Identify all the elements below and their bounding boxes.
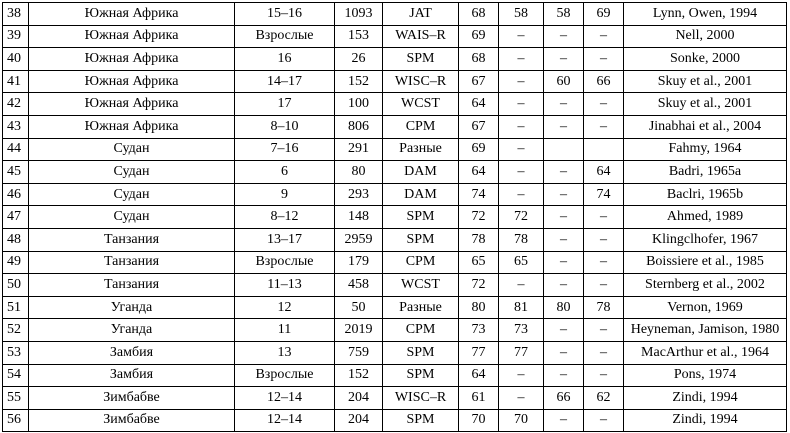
score-2-cell: – (499, 274, 544, 297)
test-name-cell: CPM (383, 319, 459, 342)
score-2-cell: – (499, 138, 544, 161)
source-cell: Klingclhofer, 1967 (624, 228, 787, 251)
country-cell: Уганда (29, 296, 235, 319)
score-1-cell: 67 (459, 115, 499, 138)
score-4-cell: – (584, 364, 624, 387)
table-row (3, 25, 787, 48)
age-cell: 16 (235, 48, 335, 71)
country-cell: Судан (29, 183, 235, 206)
country-cell: Южная Африка (29, 25, 235, 48)
test-name-cell: Разные (383, 296, 459, 319)
source-cell: Vernon, 1969 (624, 296, 787, 319)
score-2-cell: 77 (499, 341, 544, 364)
age-cell: 12 (235, 296, 335, 319)
score-2-cell: – (499, 161, 544, 184)
country-cell: Зимбабве (29, 387, 235, 410)
score-4-cell: 62 (584, 387, 624, 410)
test-name-cell: SPM (383, 206, 459, 229)
sample-size-cell: 458 (335, 274, 383, 297)
score-3-cell: – (544, 409, 584, 432)
table-row (3, 161, 787, 184)
age-cell: 11 (235, 319, 335, 342)
sample-size-cell: 1093 (335, 3, 383, 26)
age-cell: Взрослые (235, 251, 335, 274)
table-row (3, 364, 787, 387)
sample-size-cell: 204 (335, 409, 383, 432)
score-3-cell: – (544, 206, 584, 229)
source-cell: Badri, 1965a (624, 161, 787, 184)
country-cell: Южная Африка (29, 3, 235, 26)
score-2-cell: – (499, 93, 544, 116)
score-4-cell: – (584, 206, 624, 229)
test-name-cell: Разные (383, 138, 459, 161)
score-3-cell: 58 (544, 3, 584, 26)
row-number-cell: 55 (3, 387, 29, 410)
test-name-cell: CPM (383, 115, 459, 138)
score-3-cell: – (544, 161, 584, 184)
row-number-cell: 56 (3, 409, 29, 432)
country-cell: Южная Африка (29, 93, 235, 116)
source-cell: Heyneman, Jamison, 1980 (624, 319, 787, 342)
row-number-cell: 52 (3, 319, 29, 342)
row-number-cell: 46 (3, 183, 29, 206)
sample-size-cell: 152 (335, 364, 383, 387)
score-1-cell: 77 (459, 341, 499, 364)
sample-size-cell: 179 (335, 251, 383, 274)
sample-size-cell: 2019 (335, 319, 383, 342)
data-table (2, 2, 787, 432)
age-cell: 15–16 (235, 3, 335, 26)
age-cell: 9 (235, 183, 335, 206)
score-3-cell: – (544, 274, 584, 297)
row-number-cell: 48 (3, 228, 29, 251)
score-2-cell: 72 (499, 206, 544, 229)
row-number-cell: 53 (3, 341, 29, 364)
test-name-cell: SPM (383, 48, 459, 71)
score-3-cell: – (544, 93, 584, 116)
score-4-cell: 66 (584, 70, 624, 93)
row-number-cell: 51 (3, 296, 29, 319)
age-cell: 13–17 (235, 228, 335, 251)
score-2-cell: – (499, 70, 544, 93)
test-name-cell: SPM (383, 341, 459, 364)
score-4-cell: – (584, 228, 624, 251)
score-4-cell: 74 (584, 183, 624, 206)
country-cell: Танзания (29, 251, 235, 274)
row-number-cell: 47 (3, 206, 29, 229)
test-name-cell: SPM (383, 409, 459, 432)
sample-size-cell: 759 (335, 341, 383, 364)
score-3-cell: – (544, 115, 584, 138)
test-name-cell: WAIS–R (383, 25, 459, 48)
source-cell: Fahmy, 1964 (624, 138, 787, 161)
age-cell: 12–14 (235, 409, 335, 432)
table-row (3, 93, 787, 116)
age-cell: 13 (235, 341, 335, 364)
score-4-cell: – (584, 25, 624, 48)
table-row (3, 3, 787, 26)
sample-size-cell: 291 (335, 138, 383, 161)
test-name-cell: WCST (383, 93, 459, 116)
test-name-cell: WISC–R (383, 387, 459, 410)
score-1-cell: 70 (459, 409, 499, 432)
score-3-cell: 80 (544, 296, 584, 319)
row-number-cell: 41 (3, 70, 29, 93)
table-row (3, 296, 787, 319)
score-2-cell: 73 (499, 319, 544, 342)
sample-size-cell: 293 (335, 183, 383, 206)
score-4-cell: – (584, 115, 624, 138)
test-name-cell: SPM (383, 364, 459, 387)
country-cell: Южная Африка (29, 70, 235, 93)
score-3-cell: – (544, 228, 584, 251)
score-4-cell: – (584, 93, 624, 116)
data-table-container (2, 2, 787, 432)
test-name-cell: DAM (383, 161, 459, 184)
country-cell: Замбия (29, 341, 235, 364)
score-1-cell: 69 (459, 25, 499, 48)
country-cell: Зимбабве (29, 409, 235, 432)
table-row (3, 48, 787, 71)
country-cell: Судан (29, 138, 235, 161)
score-2-cell: – (499, 115, 544, 138)
score-2-cell: 65 (499, 251, 544, 274)
source-cell: Baclri, 1965b (624, 183, 787, 206)
country-cell: Уганда (29, 319, 235, 342)
table-row (3, 115, 787, 138)
sample-size-cell: 806 (335, 115, 383, 138)
sample-size-cell: 2959 (335, 228, 383, 251)
test-name-cell: JAT (383, 3, 459, 26)
test-name-cell: WISC–R (383, 70, 459, 93)
score-3-cell: – (544, 183, 584, 206)
score-3-cell (544, 138, 584, 161)
score-4-cell: – (584, 48, 624, 71)
score-3-cell: – (544, 251, 584, 274)
source-cell: Boissiere et al., 1985 (624, 251, 787, 274)
source-cell: Skuy et al., 2001 (624, 93, 787, 116)
score-4-cell: – (584, 341, 624, 364)
age-cell: 12–14 (235, 387, 335, 410)
age-cell: 17 (235, 93, 335, 116)
source-cell: Sonke, 2000 (624, 48, 787, 71)
score-2-cell: – (499, 183, 544, 206)
age-cell: 11–13 (235, 274, 335, 297)
score-4-cell: – (584, 274, 624, 297)
source-cell: Pons, 1974 (624, 364, 787, 387)
score-4-cell (584, 138, 624, 161)
age-cell: 8–12 (235, 206, 335, 229)
row-number-cell: 44 (3, 138, 29, 161)
score-1-cell: 80 (459, 296, 499, 319)
source-cell: Skuy et al., 2001 (624, 70, 787, 93)
score-2-cell: – (499, 48, 544, 71)
score-1-cell: 64 (459, 161, 499, 184)
score-1-cell: 69 (459, 138, 499, 161)
score-1-cell: 67 (459, 70, 499, 93)
test-name-cell: CPM (383, 251, 459, 274)
score-4-cell: – (584, 409, 624, 432)
sample-size-cell: 80 (335, 161, 383, 184)
age-cell: Взрослые (235, 25, 335, 48)
table-row (3, 138, 787, 161)
row-number-cell: 39 (3, 25, 29, 48)
table-row (3, 409, 787, 432)
age-cell: 7–16 (235, 138, 335, 161)
country-cell: Судан (29, 206, 235, 229)
row-number-cell: 45 (3, 161, 29, 184)
sample-size-cell: 50 (335, 296, 383, 319)
score-2-cell: 70 (499, 409, 544, 432)
country-cell: Южная Африка (29, 115, 235, 138)
table-row (3, 206, 787, 229)
row-number-cell: 43 (3, 115, 29, 138)
source-cell: Zindi, 1994 (624, 387, 787, 410)
score-4-cell: – (584, 319, 624, 342)
source-cell: Ahmed, 1989 (624, 206, 787, 229)
score-3-cell: – (544, 341, 584, 364)
score-2-cell: 58 (499, 3, 544, 26)
source-cell: Sternberg et al., 2002 (624, 274, 787, 297)
score-1-cell: 64 (459, 364, 499, 387)
score-2-cell: – (499, 25, 544, 48)
table-row (3, 228, 787, 251)
score-4-cell: – (584, 251, 624, 274)
table-row (3, 251, 787, 274)
source-cell: Zindi, 1994 (624, 409, 787, 432)
age-cell: 14–17 (235, 70, 335, 93)
score-4-cell: 69 (584, 3, 624, 26)
score-3-cell: – (544, 25, 584, 48)
score-4-cell: 78 (584, 296, 624, 319)
score-1-cell: 68 (459, 48, 499, 71)
score-1-cell: 74 (459, 183, 499, 206)
age-cell: Взрослые (235, 364, 335, 387)
table-row (3, 341, 787, 364)
sample-size-cell: 204 (335, 387, 383, 410)
score-4-cell: 64 (584, 161, 624, 184)
score-1-cell: 72 (459, 274, 499, 297)
table-row (3, 183, 787, 206)
row-number-cell: 42 (3, 93, 29, 116)
row-number-cell: 38 (3, 3, 29, 26)
score-1-cell: 64 (459, 93, 499, 116)
score-3-cell: 66 (544, 387, 584, 410)
table-row (3, 274, 787, 297)
score-1-cell: 61 (459, 387, 499, 410)
score-1-cell: 68 (459, 3, 499, 26)
score-1-cell: 72 (459, 206, 499, 229)
source-cell: Nell, 2000 (624, 25, 787, 48)
age-cell: 6 (235, 161, 335, 184)
table-row (3, 70, 787, 93)
country-cell: Судан (29, 161, 235, 184)
test-name-cell: DAM (383, 183, 459, 206)
sample-size-cell: 26 (335, 48, 383, 71)
row-number-cell: 40 (3, 48, 29, 71)
sample-size-cell: 100 (335, 93, 383, 116)
table-body (3, 3, 787, 432)
test-name-cell: WCST (383, 274, 459, 297)
table-row (3, 319, 787, 342)
score-3-cell: – (544, 48, 584, 71)
source-cell: MacArthur et al., 1964 (624, 341, 787, 364)
score-1-cell: 78 (459, 228, 499, 251)
country-cell: Замбия (29, 364, 235, 387)
country-cell: Южная Африка (29, 48, 235, 71)
row-number-cell: 54 (3, 364, 29, 387)
score-3-cell: – (544, 364, 584, 387)
test-name-cell: SPM (383, 228, 459, 251)
source-cell: Jinabhai et al., 2004 (624, 115, 787, 138)
score-1-cell: 73 (459, 319, 499, 342)
score-3-cell: 60 (544, 70, 584, 93)
age-cell: 8–10 (235, 115, 335, 138)
score-2-cell: 78 (499, 228, 544, 251)
row-number-cell: 49 (3, 251, 29, 274)
sample-size-cell: 148 (335, 206, 383, 229)
score-2-cell: 81 (499, 296, 544, 319)
country-cell: Танзания (29, 274, 235, 297)
source-cell: Lynn, Owen, 1994 (624, 3, 787, 26)
row-number-cell: 50 (3, 274, 29, 297)
score-1-cell: 65 (459, 251, 499, 274)
score-3-cell: – (544, 319, 584, 342)
table-row (3, 387, 787, 410)
score-2-cell: – (499, 387, 544, 410)
country-cell: Танзания (29, 228, 235, 251)
sample-size-cell: 152 (335, 70, 383, 93)
score-2-cell: – (499, 364, 544, 387)
sample-size-cell: 153 (335, 25, 383, 48)
